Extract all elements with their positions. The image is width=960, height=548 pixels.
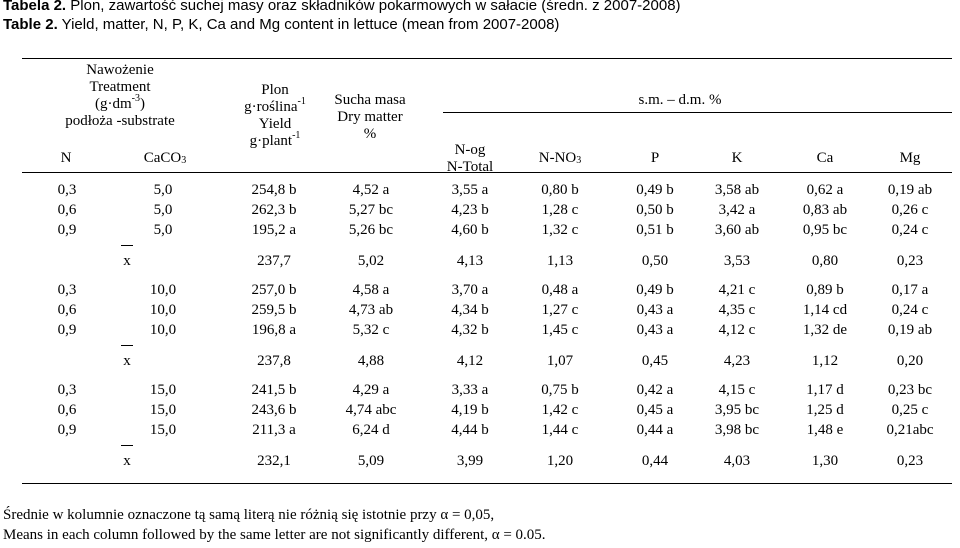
cell-mg: 0,17 a [891,282,929,298]
header-col-ca: Ca [816,150,834,166]
cell-p: 0,43 a [636,322,674,338]
cell-p: 0,50 b [636,202,674,218]
caption-english-text: Yield, matter, N, P, K, Ca and Mg content in lettuce (mean from 2007-2008) [61,16,560,33]
mean-dry-matter: 5,02 [357,253,385,269]
mean-k: 4,23 [723,353,751,369]
cell-n: 0,6 [57,202,77,218]
mean-n-total: 3,99 [456,453,484,469]
header-col-caco3: CaCO$_3$ [143,150,187,166]
cell-yield: 211,3 a [252,422,296,438]
cell-ca: 0,95 bc [802,222,848,238]
cell-n-no3: 1,42 c [541,402,579,418]
cell-ca: 1,25 d [806,402,844,418]
header-dry-matter-unit: % [363,126,377,142]
header-fertilization-pl: Nawożenie [86,62,154,78]
mean-n-no3: 1,07 [546,353,574,369]
header-yield-unit-pl: g·roślina$^{-1}$ [244,96,306,115]
header-yield-unit-en: g·plant$^{-1}$ [249,130,301,149]
header-n-total-en: N-Total [446,159,494,175]
cell-n-total: 4,19 b [451,402,489,418]
mean-k: 4,03 [723,453,751,469]
cell-n: 0,6 [57,302,77,318]
header-dry-matter-pl: Sucha masa [334,92,406,108]
cell-n: 0,3 [57,382,77,398]
cell-ca: 0,62 a [806,182,844,198]
header-fertilization-unit: $(g\cdot dm^{-3})$ [94,93,145,112]
cell-mg: 0,25 c [891,402,929,418]
cell-dry-matter: 4,74 abc [345,402,397,418]
cell-yield: 257,0 b [251,282,297,298]
mean-p: 0,50 [641,253,669,269]
cell-caco3: 5,0 [153,222,173,238]
header-fertilization-substrate: podłoża -substrate [65,113,175,129]
header-dry-matter-en: Dry matter [337,109,403,125]
cell-mg: 0,19 ab [887,182,933,198]
table-bottom-rule [22,483,952,484]
mean-n-no3: 1,13 [546,253,574,269]
cell-n-total: 4,32 b [451,322,489,338]
cell-caco3: 15,0 [149,422,177,438]
cell-n-total: 4,23 b [451,202,489,218]
cell-yield: 243,6 b [251,402,297,418]
header-fertilization-en: Treatment [89,79,151,95]
mean-n-no3: 1,20 [546,453,574,469]
cell-caco3: 10,0 [149,302,177,318]
header-col-p: P [650,150,660,166]
cell-k: 4,35 c [718,302,756,318]
mean-k: 3,53 [723,253,751,269]
cell-ca: 1,17 d [806,382,844,398]
caption-english [3,16,559,33]
cell-n-no3: 1,44 c [541,422,579,438]
cell-dry-matter: 5,27 bc [348,202,394,218]
header-yield-en: Yield [258,116,292,132]
mean-symbol: x [117,353,137,370]
caption-polish-label: Tabela 2. [3,0,67,14]
mean-symbol: x [117,453,137,470]
cell-n-no3: 1,32 c [541,222,579,238]
header-dry-matter [315,92,425,143]
header-col-n: N [60,150,72,166]
cell-n: 0,3 [57,282,77,298]
cell-dry-matter: 6,24 d [352,422,390,438]
cell-yield: 262,3 b [251,202,297,218]
header-fertilization [40,62,200,130]
table-top-rule [22,58,952,59]
cell-n: 0,6 [57,402,77,418]
mean-n-total: 4,13 [456,253,484,269]
cell-n-no3: 0,80 b [541,182,579,198]
cell-n-total: 4,34 b [451,302,489,318]
cell-n: 0,3 [57,182,77,198]
cell-ca: 0,89 b [806,282,844,298]
cell-ca: 1,48 e [806,422,844,438]
mean-symbol: x [117,253,137,270]
cell-n: 0,9 [57,322,77,338]
cell-mg: 0,23 bc [887,382,933,398]
cell-p: 0,51 b [636,222,674,238]
cell-k: 4,21 c [718,282,756,298]
cell-k: 4,12 c [718,322,756,338]
cell-ca: 0,83 ab [802,202,848,218]
cell-dry-matter: 5,32 c [352,322,390,338]
header-n-total-pl: N-og [454,142,486,158]
cell-dry-matter: 5,26 bc [348,222,394,238]
mean-n-total: 4,12 [456,353,484,369]
cell-mg: 0,26 c [891,202,929,218]
cell-mg: 0,21abc [886,422,934,438]
header-col-mg: Mg [899,150,921,166]
cell-n: 0,9 [57,422,77,438]
cell-k: 3,95 bc [714,402,760,418]
cell-yield: 196,8 a [251,322,297,338]
cell-n-no3: 0,48 a [541,282,579,298]
cell-dry-matter: 4,73 ab [348,302,394,318]
cell-caco3: 5,0 [153,202,173,218]
cell-n-no3: 1,28 c [541,202,579,218]
mean-dry-matter: 5,09 [357,453,385,469]
cell-p: 0,49 b [636,282,674,298]
cell-ca: 1,32 de [802,322,848,338]
cell-k: 3,42 a [718,202,756,218]
footnote-english: Means in each column followed by the same letter are not significantly different, α = 0.05. [3,527,546,543]
cell-n-no3: 1,45 c [541,322,579,338]
mean-mg: 0,23 [896,253,924,269]
header-group-rule [443,112,952,113]
cell-yield: 195,2 a [251,222,297,238]
mean-mg: 0,23 [896,453,924,469]
cell-n-total: 3,55 a [451,182,489,198]
cell-caco3: 10,0 [149,282,177,298]
mean-yield: 237,8 [257,353,291,369]
cell-mg: 0,24 c [891,302,929,318]
header-group-dm: s.m. – d.m. % [638,92,722,108]
cell-n: 0,9 [57,222,77,238]
cell-n-total: 4,60 b [451,222,489,238]
mean-p: 0,44 [641,453,669,469]
mean-yield: 237,7 [257,253,291,269]
footnote-polish: Średnie w kolumnie oznaczone tą samą literą nie różnią się istotnie przy α = 0,05, [3,507,495,523]
header-yield [220,82,330,150]
cell-p: 0,43 a [636,302,674,318]
cell-yield: 259,5 b [251,302,297,318]
cell-mg: 0,24 c [891,222,929,238]
caption-polish-text: Plon, zawartość suchej masy oraz składników pokarmowych w sałacie (średn. z 2007-2008) [70,0,681,14]
cell-n-total: 3,33 a [451,382,489,398]
cell-k: 3,98 bc [714,422,760,438]
cell-n-total: 3,70 a [451,282,489,298]
mean-dry-matter: 4,88 [357,353,385,369]
cell-k: 3,58 ab [714,182,760,198]
cell-k: 3,60 ab [714,222,760,238]
cell-caco3: 15,0 [149,402,177,418]
cell-dry-matter: 4,52 a [352,182,390,198]
header-n-no3: $N-NO_3$ [538,150,582,166]
header-yield-pl: Plon [261,82,289,98]
cell-yield: 241,5 b [251,382,297,398]
cell-k: 4,15 c [718,382,756,398]
cell-p: 0,49 b [636,182,674,198]
cell-dry-matter: 4,58 a [352,282,390,298]
mean-p: 0,45 [641,353,669,369]
cell-p: 0,45 a [636,402,674,418]
cell-n-total: 4,44 b [451,422,489,438]
cell-caco3: 5,0 [153,182,173,198]
cell-p: 0,44 a [636,422,674,438]
mean-mg: 0,20 [896,353,924,369]
mean-ca: 1,30 [811,453,839,469]
mean-ca: 0,80 [811,253,839,269]
caption-english-label: Table 2. [3,16,58,33]
cell-caco3: 10,0 [149,322,177,338]
cell-yield: 254,8 b [251,182,297,198]
header-col-k: K [731,150,743,166]
caption-polish [3,0,681,14]
mean-ca: 1,12 [811,353,839,369]
cell-mg: 0,19 ab [887,322,933,338]
mean-yield: 232,1 [257,453,291,469]
header-bottom-rule [22,172,952,173]
cell-n-no3: 0,75 b [541,382,579,398]
cell-ca: 1,14 cd [802,302,848,318]
cell-caco3: 15,0 [149,382,177,398]
cell-n-no3: 1,27 c [541,302,579,318]
cell-p: 0,42 a [636,382,674,398]
cell-dry-matter: 4,29 a [352,382,390,398]
